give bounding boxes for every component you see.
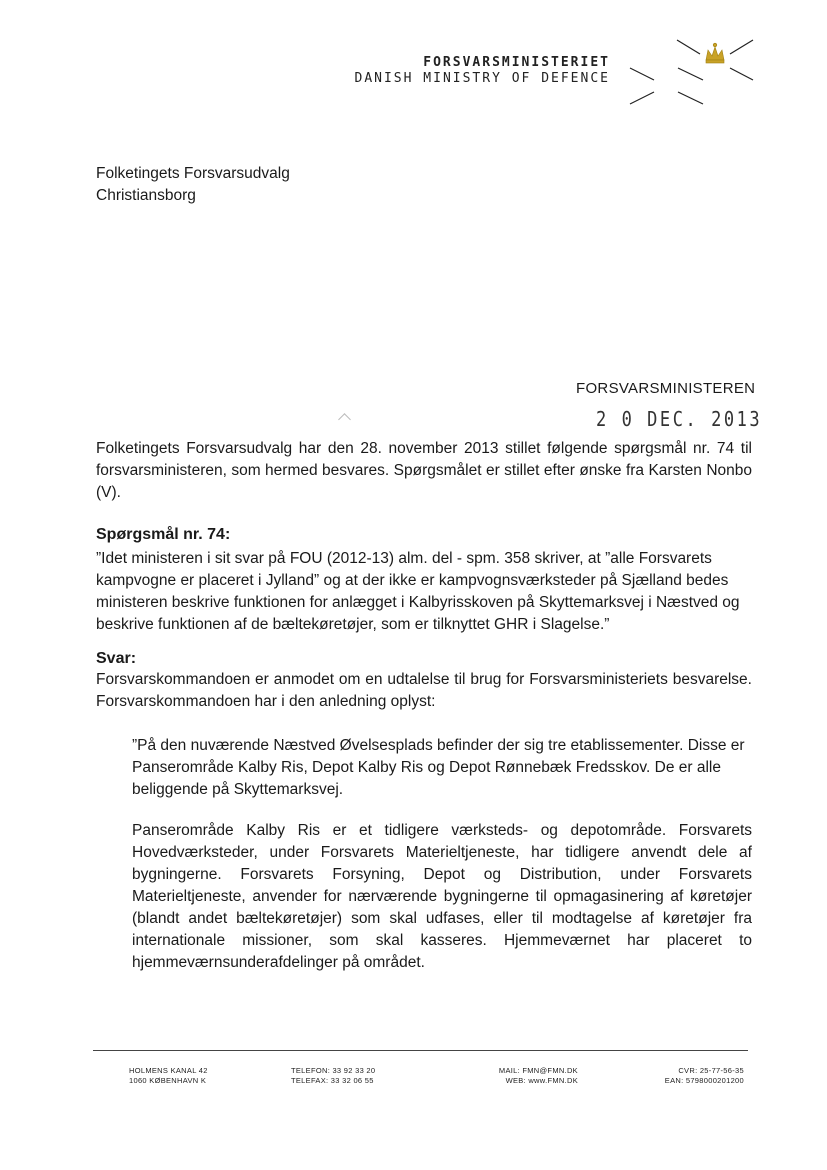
footer-telephone: TELEFON: 33 92 33 20 bbox=[291, 1066, 376, 1075]
recipient-line-1: Folketingets Forsvarsudvalg bbox=[96, 165, 290, 182]
footer-cvr: CVR: 25-77-56-35 bbox=[678, 1066, 744, 1075]
recipient-line-2: Christiansborg bbox=[96, 187, 196, 204]
answer-heading: Svar: bbox=[96, 650, 137, 667]
footer-mail: MAIL: FMN@FMN.DK bbox=[498, 1066, 578, 1075]
ministry-crown-logo bbox=[620, 30, 760, 110]
recipient-address bbox=[96, 163, 290, 207]
footer-address bbox=[129, 1066, 208, 1086]
footer-registration bbox=[640, 1066, 744, 1086]
date-stamp: 2 0 DEC. 2013 bbox=[596, 407, 763, 431]
footer-address-line-2: 1060 KØBENHAVN K bbox=[129, 1076, 207, 1085]
intro-paragraph: Folketingets Forsvarsudvalg har den 28. november 2013 stillet følgende spørgsmål nr. 74 til forsvarsministeren, som hermed besvares. Spørgsmålet er stillet efter ønske fra Karsten Nonbo (V). bbox=[96, 440, 752, 501]
question-text: ”Idet ministeren i sit svar på FOU (2012-13) alm. del - spm. 358 skriver, at ”alle Forsvarets kampvogne er placeret i Jylland” og at der ikke er kampvognsværksteder på Sjælland bedes ministeren beskrive funktionen for anlægget i Kalbyrisskoven på Skyttemarksvej i Næstved og beskrive funktionen af de bæltekøretøjer, som er tilknyttet GHR i Slagelse.” bbox=[96, 550, 740, 633]
footer-phone bbox=[291, 1066, 375, 1086]
ministry-name-english: DANISH MINISTRY OF DEFENCE bbox=[354, 71, 610, 86]
sender-title: FORSVARSMINISTEREN bbox=[576, 380, 756, 397]
question-heading: Spørgsmål nr. 74: bbox=[96, 526, 231, 543]
ministry-name bbox=[300, 55, 610, 86]
answer-text: Forsvarskommandoen er anmodet om en udtalelse til brug for Forsvarsministeriets besvarelse. Forsvarskommandoen har i den anledning oplyst: bbox=[96, 671, 752, 710]
footer-telefax: TELEFAX: 33 32 06 55 bbox=[291, 1076, 374, 1085]
footer-address-line-1: HOLMENS KANAL 42 bbox=[129, 1066, 208, 1075]
quote-paragraph-2: Panserområde Kalby Ris er et tidligere værksteds- og depotområde. Forsvarets Hovedværksteder, under Forsvarets Materieltjeneste, har tidligere anvendt dele af bygningerne. Forsvarets Forsyning, Depot og Distribution, under Forsvarets Materieltjeneste, anvender for nærværende bygningerne til opmagasinering af køretøjer (blandt andet bæltekøretøjer) som skal udfases, eller til modtagelse af køretøjer fra internationale missioner, som skal kasseres. Hjemmeværnet har placeret to hjemmeværnsunderafdelinger på området. bbox=[132, 822, 752, 971]
ministry-name-danish: FORSVARSMINISTERIET bbox=[423, 55, 610, 70]
crown-icon bbox=[706, 43, 724, 63]
footer-divider bbox=[93, 1050, 748, 1051]
footer-ean: EAN: 5798000201200 bbox=[664, 1076, 744, 1085]
quote-paragraph-1: ”På den nuværende Næstved Øvelsesplads befinder der sig tre etablissementer. Disse er Panserområde Kalby Ris, Depot Kalby Ris og Depot Rønnebæk Fredsskov. De er alle beliggende på Skyttemarksvej. bbox=[132, 737, 745, 798]
footer-web: WEB: www.FMN.DK bbox=[505, 1076, 578, 1085]
scan-mark bbox=[338, 413, 351, 426]
footer-contact bbox=[498, 1066, 578, 1086]
